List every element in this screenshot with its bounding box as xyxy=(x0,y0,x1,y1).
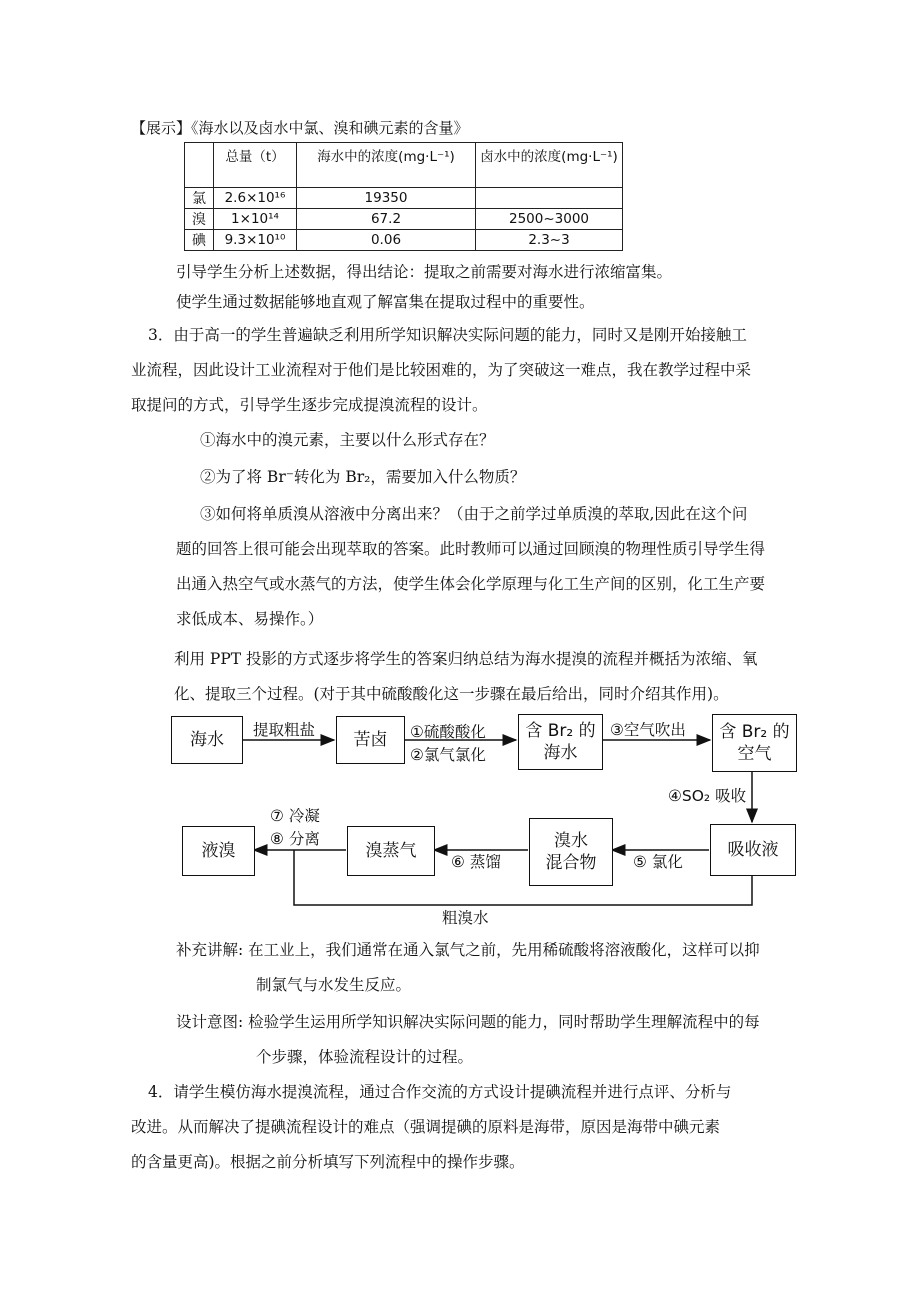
header-brine: 卤水中的浓度(mg·L⁻¹) xyxy=(476,143,623,188)
supplement-line1: 补充讲解: 在工业上，我们通常在通入氯气之前，先用稀硫酸将溶液酸化，这样可以抑 xyxy=(176,941,760,959)
paragraph-importance: 使学生通过数据能够地直观了解富集在提取过程中的重要性。 xyxy=(176,293,595,311)
box-seawater: 海水 xyxy=(171,716,243,764)
row-element: 氯 xyxy=(185,188,214,209)
label-distill: ⑥ 蒸馏 xyxy=(451,853,501,871)
cell-seawater: 0.06 xyxy=(297,230,476,251)
row-element: 溴 xyxy=(185,209,214,230)
cell-total: 1×10¹⁴ xyxy=(214,209,297,230)
paragraph-3-line1: 3．由于高一的学生普遍缺乏利用所学知识解决实际问题的能力，同时又是刚开始接触工 xyxy=(148,326,747,344)
label-condense: ⑦ 冷凝 xyxy=(270,807,320,825)
label-extract-salt: 提取粗盐 xyxy=(253,721,316,739)
box-bromine-vapor: 溴蒸气 xyxy=(347,826,435,876)
table-caption: 【展示】《海水以及卤水中氯、溴和碘元素的含量》 xyxy=(131,119,469,137)
cell-seawater: 67.2 xyxy=(297,209,476,230)
cell-brine: 2500~3000 xyxy=(476,209,623,230)
paragraph-4-line1: 4．请学生模仿海水提溴流程，通过合作交流的方式设计提碘流程并进行点评、分析与 xyxy=(148,1083,732,1101)
header-seawater: 海水中的浓度(mg·L⁻¹) xyxy=(297,143,476,188)
cell-seawater: 19350 xyxy=(297,188,476,209)
header-total: 总量（t） xyxy=(214,143,297,188)
question-3-line4: 求低成本、易操作。） xyxy=(176,610,324,628)
box-liquid-bromine: 液溴 xyxy=(182,826,255,876)
paragraph-4-line2: 改进。从而解决了提碘流程设计的难点（强调提碘的原料是海带，原因是海带中碘元素 xyxy=(131,1118,721,1136)
box-br2-seawater-line1: 含 Br₂ 的 xyxy=(525,721,596,741)
label-so2-absorb: ④SO₂ 吸收 xyxy=(668,787,747,805)
paragraph-ppt-line2: 化、提取三个过程。(对于其中硫酸酸化这一步骤在最后给出，同时介绍其作用)。 xyxy=(174,685,729,703)
paragraph-3-line2: 业流程，因此设计工业流程对于他们是比较困难的，为了突破这一难点，我在教学过程中采 xyxy=(131,361,752,379)
cell-total: 2.6×10¹⁶ xyxy=(214,188,297,209)
question-1: ①海水中的溴元素，主要以什么形式存在？ xyxy=(200,431,495,449)
box-br2-seawater-line2: 海水 xyxy=(543,743,578,763)
label-separate: ⑧ 分离 xyxy=(270,830,320,848)
question-3-line1: ③如何将单质溴从溶液中分离出来？（由于之前学过单质溴的萃取,因此在这个问 xyxy=(200,505,748,523)
box-br2-air-line1: 含 Br₂ 的 xyxy=(719,722,790,742)
row-element: 碘 xyxy=(185,230,214,251)
question-3-line2: 题的回答上很可能会出现萃取的答案。此时教师可以通过回顾溴的物理性质引导学生得 xyxy=(176,540,766,558)
box-bittern: 苦卤 xyxy=(336,716,405,764)
cell-brine: 2.3~3 xyxy=(476,230,623,251)
box-mix-line2: 混合物 xyxy=(545,853,597,873)
question-3-line3: 出通入热空气或水蒸气的方法，使学生体会化学原理与化工生产间的区别，化工生产要 xyxy=(176,575,766,593)
paragraph-ppt-line1: 利用 PPT 投影的方式逐步将学生的答案归纳总结为海水提溴的流程并概括为浓缩、氧 xyxy=(174,650,758,668)
box-br2-air-line2: 空气 xyxy=(737,744,772,764)
box-bromine-water-mixture xyxy=(529,818,613,886)
box-mix-line1: 溴水 xyxy=(554,831,588,851)
box-br2-seawater xyxy=(518,714,603,770)
design-intent-line1: 设计意图: 检验学生运用所学知识解决实际问题的能力，同时帮助学生理解流程中的每 xyxy=(176,1013,760,1031)
paragraph-3-line3: 取提问的方式，引导学生逐步完成提溴流程的设计。 xyxy=(131,396,488,414)
box-absorb-liquid: 吸收液 xyxy=(710,824,796,876)
paragraph-4-line3: 的含量更高)。根据之前分析填写下列流程中的操作步骤。 xyxy=(131,1153,525,1171)
label-chlorinate: ②氯气氯化 xyxy=(410,746,486,764)
label-oxidize: ⑤ 氯化 xyxy=(633,853,683,871)
label-acidify: ①硫酸酸化 xyxy=(410,723,486,741)
box-br2-air xyxy=(712,714,797,772)
paragraph-conclusion: 引导学生分析上述数据，得出结论：提取之前需要对海水进行浓缩富集。 xyxy=(176,263,673,281)
design-intent-line2: 个步骤，体验流程设计的过程。 xyxy=(256,1048,474,1066)
supplement-line2: 制氯气与水发生反应。 xyxy=(256,976,412,994)
label-air-blow: ③空气吹出 xyxy=(610,721,686,739)
question-2: ②为了将 Br⁻转化为 Br₂，需要加入什么物质？ xyxy=(200,468,526,486)
cell-total: 9.3×10¹⁰ xyxy=(214,230,297,251)
label-crude-bromine-water: 粗溴水 xyxy=(442,909,489,927)
